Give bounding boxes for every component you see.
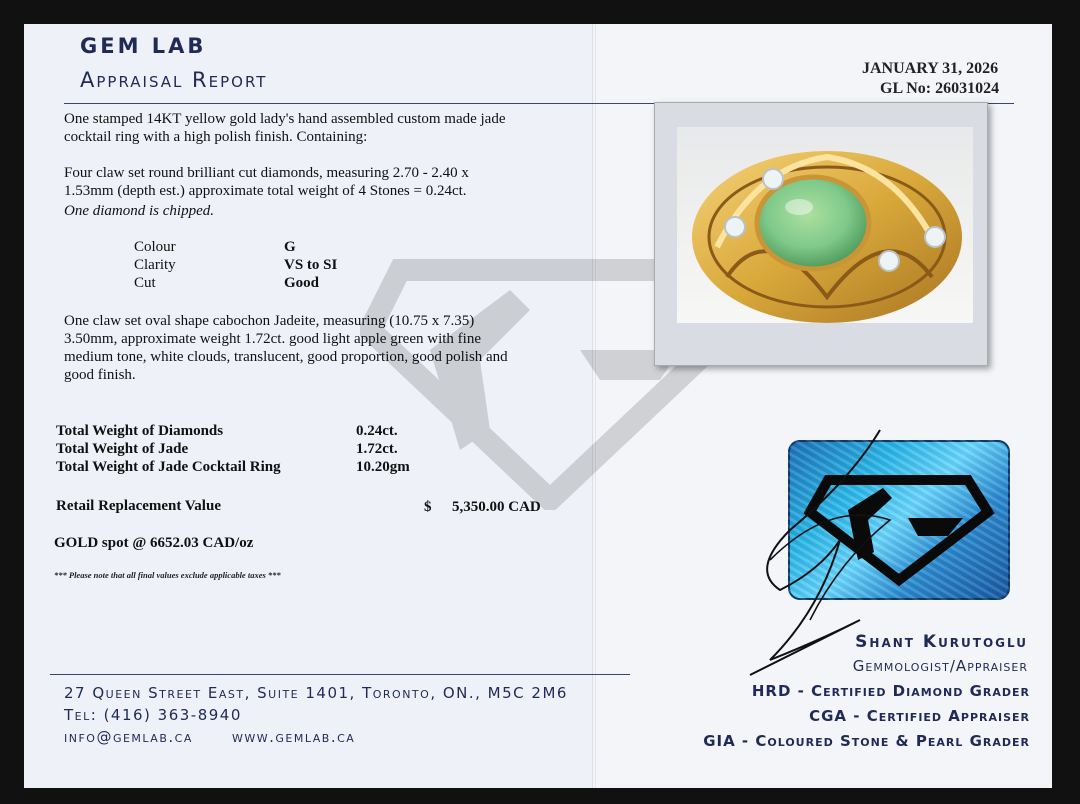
replacement-value-label: Retail Replacement Value: [56, 498, 221, 514]
jade-description: One claw set oval shape cabochon Jadeite, measuring (10.75 x 7.35) 3.50mm, approximate weight 1.72ct. good light apple green with fine medium tone, white clouds, translucent, good proportion, good polish and good finish.: [64, 313, 508, 383]
total-row: [56, 440, 410, 458]
grade-value: VS to SI: [284, 257, 338, 273]
ring-description: One stamped 14KT yellow gold lady's hand assembled custom made jade cocktail ring with a high polish finish. Containing:: [64, 111, 506, 145]
appraiser-title: Gemmologist/Appraiser: [852, 657, 1028, 675]
report-subtitle: Appraisal Report: [80, 68, 268, 92]
grade-label: Clarity: [134, 257, 176, 273]
gold-spot-price: GOLD spot @ 6652.03 CAD/oz: [54, 535, 254, 551]
total-label: Total Weight of Jade: [56, 441, 189, 457]
tax-note: *** Please note that all final values exclude applicable taxes ***: [54, 570, 281, 580]
diamond-description: Four claw set round brilliant cut diamonds, measuring 2.70 - 2.40 x 1.53mm (depth est.) approximate total weight of 4 Stones = 0.24ct.: [64, 165, 469, 199]
appraiser-name: Shant Kurutoglu: [855, 632, 1028, 652]
total-label: Total Weight of Jade Cocktail Ring: [56, 459, 281, 475]
total-value: 10.20gm: [356, 459, 410, 475]
total-value: 1.72ct.: [356, 441, 398, 457]
footer-phone: Tel: (416) 363-8940: [64, 706, 242, 724]
ring-photo-frame: [654, 102, 988, 366]
totals-table: [56, 422, 410, 476]
credential-cga: CGA - Certified Appraiser: [809, 707, 1030, 725]
footer-address: 27 Queen Street East, Suite 1401, Toronto, ON., M5C 2M6: [64, 684, 568, 702]
diamond-note: One diamond is chipped.: [64, 203, 214, 219]
total-row: [56, 422, 410, 440]
grade-row-colour: [134, 238, 337, 256]
report-date: JANUARY 31, 2026: [862, 60, 999, 77]
footer-website[interactable]: www.gemlab.ca: [232, 728, 356, 746]
grade-row-clarity: [134, 256, 337, 274]
credential-hrd: HRD - Certified Diamond Grader: [751, 682, 1030, 700]
jade-ring-image: [677, 127, 973, 323]
grade-table: [134, 238, 337, 292]
total-label: Total Weight of Diamonds: [56, 423, 224, 439]
grade-label: Cut: [134, 275, 156, 291]
ring-photo: [677, 127, 973, 323]
grade-row-cut: [134, 274, 337, 292]
brand-name: GEM LAB: [80, 34, 207, 58]
currency-symbol: $: [424, 499, 432, 515]
grade-label: Colour: [134, 239, 176, 255]
grade-value: G: [284, 239, 296, 255]
replacement-value-amount: 5,350.00 CAD: [452, 499, 541, 515]
total-row: [56, 458, 410, 476]
total-value: 0.24ct.: [356, 423, 398, 439]
gl-number: GL No: 26031024: [880, 80, 1000, 97]
footer-rule: [50, 674, 630, 675]
grade-value: Good: [284, 275, 320, 291]
credential-gia: GIA - Coloured Stone & Pearl Grader: [703, 732, 1030, 750]
footer-email[interactable]: info@gemlab.ca: [64, 728, 193, 746]
